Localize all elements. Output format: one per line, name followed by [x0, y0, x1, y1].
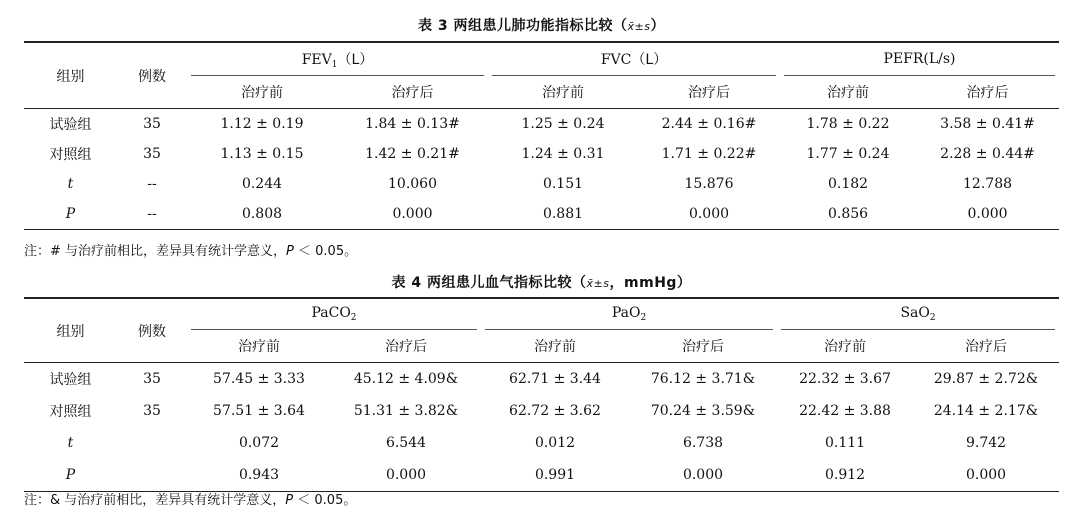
table3-header-fev1-name: FEV — [301, 51, 332, 68]
table4-row-label: P — [65, 467, 76, 483]
table3-cell: 10.060 — [388, 176, 437, 192]
table3-note — [24, 240, 357, 259]
table3-header-fvc — [488, 42, 780, 75]
table3-note-prefix: 注：# 与治疗前相比，差异具有统计学意义， — [24, 244, 287, 259]
table4-cell: 0.000 — [385, 467, 427, 483]
table4-cell: 0.012 — [534, 435, 576, 451]
table3-note-suffix: ＜ 0.05。 — [293, 244, 358, 259]
table4-cell: 70.24 ± 3.59& — [650, 403, 756, 419]
table3-row-n: 35 — [143, 146, 161, 162]
table4-header-paco2 — [187, 298, 481, 329]
table3-header-before: 治疗前 — [187, 75, 337, 109]
table4-header-after: 治疗后 — [629, 329, 777, 363]
table4-cell: 62.72 ± 3.62 — [509, 403, 601, 419]
table3-row-label: 对照组 — [49, 147, 92, 163]
table4-cell: 22.42 ± 3.88 — [799, 403, 891, 419]
table3-row — [24, 109, 1059, 140]
table4-row — [24, 459, 1059, 492]
table3-caption-prefix: 表 3 两组患儿肺功能指标比较（ — [418, 18, 628, 34]
table4-caption-prefix: 表 4 两组患儿血气指标比较（ — [391, 275, 587, 291]
table3-header-group: 组别 — [24, 42, 117, 109]
table4-cell: 76.12 ± 3.71& — [650, 371, 756, 387]
table4-header-pao2-name: PaO — [611, 305, 641, 321]
table4-header-after: 治疗后 — [913, 329, 1059, 363]
table3-cell: 1.25 ± 0.24 — [521, 116, 605, 132]
table3-cell: 0.856 — [827, 206, 869, 222]
table3-cell: 1.84 ± 0.13# — [365, 116, 460, 132]
table3-cell: 0.000 — [688, 206, 730, 222]
table4-header-sao2-name: SaO — [900, 305, 930, 321]
table3-cell: 1.71 ± 0.22# — [661, 146, 757, 162]
table3-header-before: 治疗前 — [780, 75, 916, 109]
table3-row-label: P — [65, 206, 76, 222]
table3-cell: 0.151 — [542, 176, 584, 192]
table4-note-prefix: 注：& 与治疗前相比，差异具有统计学意义， — [24, 493, 286, 508]
table3-cell: 12.788 — [963, 176, 1013, 192]
table3-cell: 2.44 ± 0.16# — [661, 116, 757, 132]
table4-row — [24, 363, 1059, 396]
table4-caption — [0, 272, 1083, 292]
table4-row-label: 对照组 — [49, 404, 92, 420]
table4-cell: 45.12 ± 4.09& — [353, 371, 459, 387]
table4-row-n — [117, 459, 187, 492]
table4-cell: 6.544 — [385, 435, 427, 451]
table4-header-before: 治疗前 — [187, 329, 331, 363]
table4-cell: 6.738 — [682, 435, 724, 451]
table4-cell: 51.31 ± 3.82& — [353, 403, 459, 419]
table3-row-label: 试验组 — [49, 117, 92, 133]
table3-row — [24, 169, 1059, 199]
table3-header-before: 治疗前 — [488, 75, 638, 109]
table4-cell: 57.45 ± 3.33 — [213, 371, 305, 387]
table4-cell: 62.71 ± 3.44 — [509, 371, 601, 387]
table4-row-label: t — [67, 435, 74, 451]
table4-row-n: 35 — [143, 403, 161, 419]
table3-header-after: 治疗后 — [638, 75, 780, 109]
table4-header-pao2-sub: 2 — [640, 313, 647, 323]
table4-header-paco2-sub: 2 — [350, 313, 357, 323]
table4-cell: 9.742 — [965, 435, 1007, 451]
table4-row-n: 35 — [143, 371, 161, 387]
table3-cell: 0.182 — [827, 176, 869, 192]
table3-header-fev1-sub: 1 — [331, 59, 338, 70]
table3-row — [24, 199, 1059, 230]
table3-header-n: 例数 — [117, 42, 187, 109]
table4-header-before: 治疗前 — [481, 329, 629, 363]
table3-header-after: 治疗后 — [916, 75, 1059, 109]
table4-cell: 0.000 — [965, 467, 1007, 483]
table4-cell: 22.32 ± 3.67 — [799, 371, 891, 387]
table4-cell: 24.14 ± 2.17& — [933, 403, 1039, 419]
table4-header-before: 治疗前 — [777, 329, 913, 363]
table4-caption-stat: x̄±s — [586, 277, 610, 290]
table4-cell: 0.000 — [682, 467, 724, 483]
table4-row-n — [117, 427, 187, 459]
table3-cell: 0.808 — [241, 206, 283, 222]
table3-header-fev1 — [187, 42, 488, 75]
table4 — [24, 297, 1059, 492]
table4-cell: 0.991 — [534, 467, 576, 483]
table4-cell: 29.87 ± 2.72& — [933, 371, 1039, 387]
table3-cell: 0.244 — [241, 176, 283, 192]
table3-caption — [0, 15, 1083, 35]
table3-cell: 0.000 — [392, 206, 433, 222]
table3-cell: 1.77 ± 0.24 — [806, 146, 890, 162]
table3-header-fev1-unit: （L） — [337, 51, 374, 68]
table3-header-pefr — [780, 42, 1059, 75]
table3-cell: 1.12 ± 0.19 — [220, 116, 304, 132]
table4-header-sao2 — [777, 298, 1059, 329]
table4-note — [24, 489, 356, 508]
table3-cell: 1.78 ± 0.22 — [806, 116, 890, 132]
table4-header-after: 治疗后 — [331, 329, 481, 363]
table3-cell: 3.58 ± 0.41# — [940, 116, 1035, 132]
table4-header-paco2-name: PaCO — [311, 305, 351, 321]
table4-cell: 0.912 — [824, 467, 866, 483]
table3-caption-suffix: ） — [650, 18, 665, 34]
table4-cell: 0.072 — [238, 435, 280, 451]
table4-row — [24, 427, 1059, 459]
table4-note-suffix: ＜ 0.05。 — [293, 493, 357, 508]
table3-row-n: -- — [147, 176, 157, 192]
table4-header-group: 组别 — [24, 298, 117, 363]
table3-row-n: -- — [147, 206, 157, 222]
table3-cell: 15.876 — [684, 176, 734, 192]
table3-header-after: 治疗后 — [337, 75, 488, 109]
table4-caption-suffix: ，mmHg） — [609, 275, 692, 291]
table4-header-pao2 — [481, 298, 777, 329]
table3-row — [24, 139, 1059, 169]
table4-cell: 0.943 — [238, 467, 280, 483]
table3-header-pefr-name: PEFR(L/s) — [883, 51, 956, 67]
table3-caption-stat: x̄±s — [627, 20, 651, 33]
table3 — [24, 41, 1059, 230]
table3-cell: 0.000 — [967, 206, 1008, 222]
table4-header-sao2-sub: 2 — [929, 313, 936, 323]
table4-cell: 0.111 — [824, 435, 866, 451]
table4-row — [24, 395, 1059, 427]
table3-cell: 2.28 ± 0.44# — [940, 146, 1035, 162]
table3-cell: 0.881 — [542, 206, 584, 222]
table4-header-n: 例数 — [117, 298, 187, 363]
table4-note-p: P — [285, 493, 294, 508]
table3-row-n: 35 — [143, 116, 161, 132]
table4-row-label: 试验组 — [49, 372, 92, 388]
table3-row-label: t — [67, 176, 74, 192]
table3-cell: 1.13 ± 0.15 — [220, 146, 304, 162]
table3-header-fvc-name: FVC — [600, 52, 632, 68]
table3-header-fvc-unit: （L） — [631, 52, 668, 68]
table3-note-p: P — [286, 244, 294, 259]
table3-cell: 1.24 ± 0.31 — [521, 146, 605, 162]
table3-cell: 1.42 ± 0.21# — [365, 146, 460, 162]
table4-cell: 57.51 ± 3.64 — [213, 403, 305, 419]
